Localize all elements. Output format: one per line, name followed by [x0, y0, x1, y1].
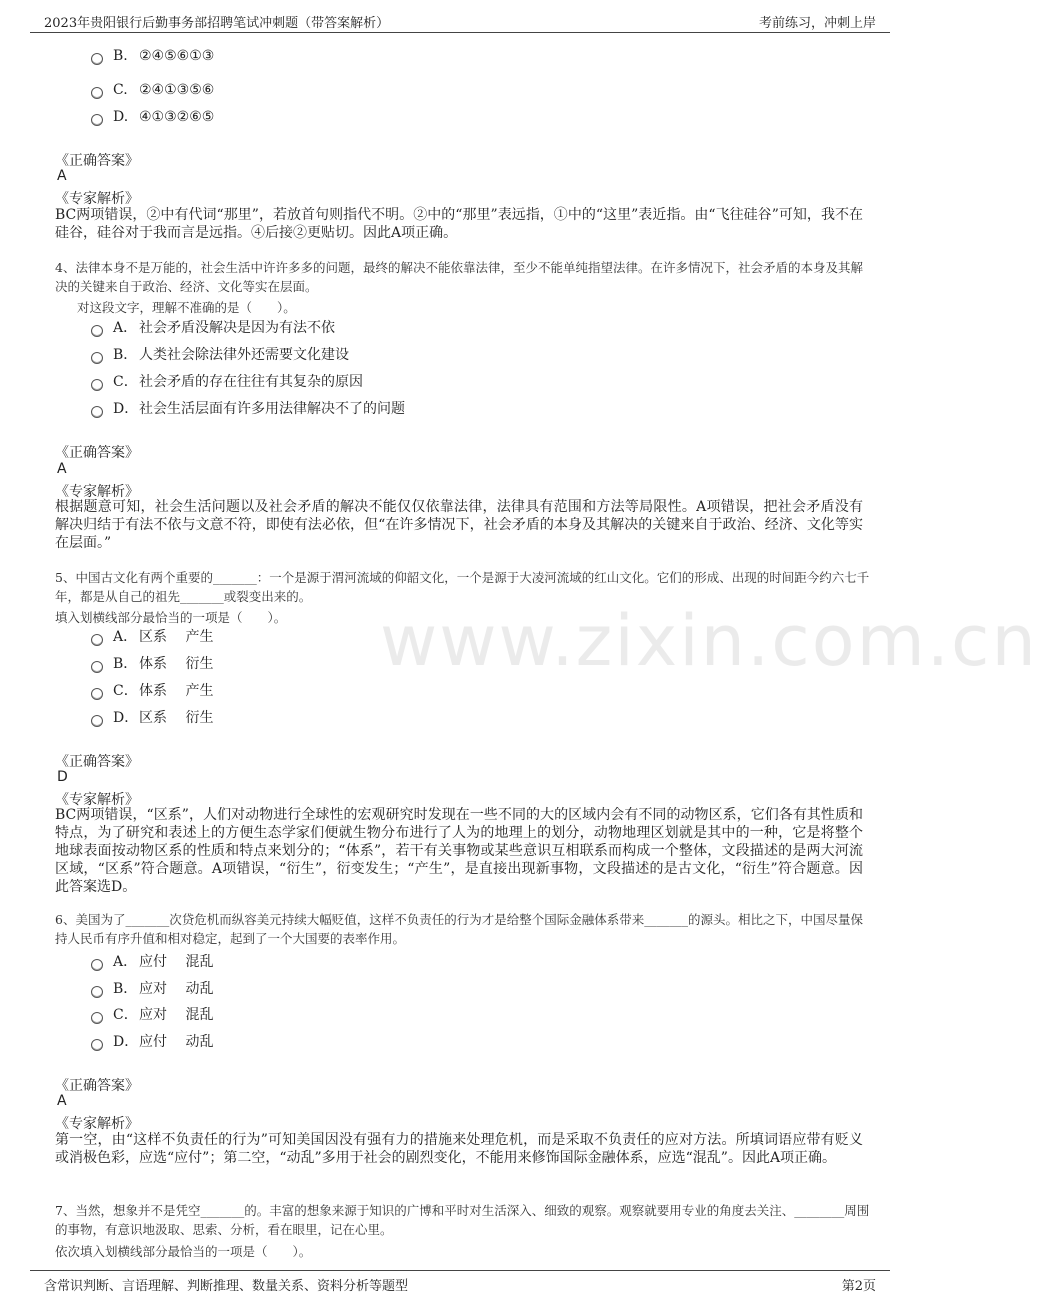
q4-answer: A — [57, 461, 67, 477]
footer-description: 含常识判断、言语理解、判断推理、数量关系、资料分析等题型 — [44, 1279, 409, 1294]
q6-answer: A — [57, 1093, 67, 1109]
q7-text: 7、当然，想象并不是凭空_______的。丰富的想象来源于知识的广博和平时对生活深入、细致的观察。观察就要用专业的角度去关注、________周围的事物，有意识地汲取、思索、分析，看在眼里，记在心里。 — [55, 1203, 870, 1237]
header-slogan: 考前练习，冲刺上岸 — [758, 16, 876, 31]
q6-option-c[interactable]: C．应对 混乱 — [91, 1005, 213, 1025]
q5-option-d[interactable]: D．区系 衍生 — [91, 708, 213, 728]
q5-answer: D — [57, 769, 68, 785]
radio-icon[interactable] — [91, 53, 103, 65]
q5-analysis-label: 《专家解析》 — [55, 792, 139, 808]
radio-icon[interactable] — [91, 352, 103, 364]
radio-icon[interactable] — [91, 114, 103, 126]
document-title: 2023年贵阳银行后勤事务部招聘笔试冲刺题（带答案解析） — [44, 16, 390, 31]
radio-icon[interactable] — [91, 379, 103, 391]
q5-text: 5、中国古文化有两个重要的_______：一个是源于渭河流域的仰韶文化，一个是源于大凌河流域的红山文化。它们的形成、出现的时间距今约六七千年，都是从自己的祖先_______或裂变出来的。 — [55, 570, 870, 604]
q5-option-a[interactable]: A． 区系 产生 — [91, 627, 213, 647]
q6-analysis-label: 《专家解析》 — [55, 1116, 139, 1132]
radio-icon[interactable] — [91, 986, 103, 998]
page-header — [30, 10, 890, 33]
q5-option-b[interactable]: B． 体系 衍生 — [91, 654, 213, 674]
q6-option-b[interactable]: B． 应对 动乱 — [91, 979, 213, 999]
q4-text: 4、法律本身不是万能的，社会生活中许许多多的问题，最终的解决不能依靠法律，至少不能单纯指望法律。在许多情况下，社会矛盾的本身及其解决的关键来自于政治、经济、文化等实在层面。 — [55, 260, 863, 294]
radio-icon[interactable] — [91, 661, 103, 673]
q3-analysis: BC两项错误，②中有代词“那里”，若放首句则指代不明。②中的“那里”表远指，①中的“这里”表近指。由“飞往硅谷”可知，我不在硅谷，硅谷对于我而言是远指。④后接②更贴切。因此A项正确。 — [55, 207, 863, 241]
q5-answer-label: 《正确答案》 — [55, 754, 139, 770]
q4-analysis-label: 《专家解析》 — [55, 484, 139, 500]
radio-icon[interactable] — [91, 634, 103, 646]
watermark: www.zixin.com.cn — [380, 600, 1038, 682]
q3-option-c[interactable]: C. ②④①③⑤⑥ — [91, 80, 214, 100]
q4-option-d[interactable]: D．社会生活层面有许多用法律解决不了的问题 — [91, 399, 405, 419]
radio-icon[interactable] — [91, 715, 103, 727]
q6-analysis: 第一空，由“这样不负责任的行为”可知美国因没有强有力的措施来处理危机，而是采取不负责任的应对方法。所填词语应带有贬义或消极色彩，应选“应付”；第二空，“动乱”多用于社会的剧烈变化，不能用来修饰国际金融体系，应选“混乱”。因此A项正确。 — [55, 1132, 863, 1166]
radio-icon[interactable] — [91, 688, 103, 700]
radio-icon[interactable] — [91, 406, 103, 418]
q4-option-b[interactable]: B． 人类社会除法律外还需要文化建设 — [91, 345, 349, 365]
q6-answer-label: 《正确答案》 — [55, 1078, 139, 1094]
q4-analysis: 根据题意可知，社会生活问题以及社会矛盾的解决不能仅仅依靠法律，法律具有范围和方法等局限性。A项错误，把社会矛盾没有解决归结于有法不依与文意不符，即使有法必依，但“在许多情况下，社会矛盾的本身及其解决的关键来自于政治、经济、文化等实在层面。” — [55, 499, 863, 551]
q5-option-c[interactable]: C．体系 产生 — [91, 681, 213, 701]
q4-option-a[interactable]: A． 社会矛盾没解决是因为有法不依 — [91, 318, 335, 338]
page-number: 第2页 — [841, 1279, 876, 1294]
radio-icon[interactable] — [91, 87, 103, 99]
q4-option-c[interactable]: C．社会矛盾的存在往往有其复杂的原因 — [91, 372, 363, 392]
q5-stem: 填入划横线部分最恰当的一项是（ ）。 — [55, 610, 287, 625]
radio-icon[interactable] — [91, 325, 103, 337]
q6-option-d[interactable]: D．应付 动乱 — [91, 1032, 213, 1052]
q5-analysis: BC两项错误，“区系”，人们对动物进行全球性的宏观研究时发现在一些不同的大的区域内会有不同的动物区系，它们各有其性质和特点，为了研究和表述上的方便生态学家们便就生物分布进行了人为的地理上的划分，动物地理区划就是其中的一种，它是将整个地球表面按动物区系的性质和特点来划分的；“体系”，若干有关事物或某些意识互相联系而构成一个整体，文段描述的是两大河流区域，“区系”符合题意。A项错误，“衍生”，衍变发生；“产生”，是直接出现新事物，文段描述的是古文化，“衍生”符合题意。因此答案选D。 — [55, 807, 863, 895]
q4-answer-label: 《正确答案》 — [55, 445, 139, 461]
q3-analysis-label: 《专家解析》 — [55, 191, 139, 207]
q4-stem: 对这段文字，理解不准确的是（ ）。 — [77, 300, 296, 315]
q3-option-d[interactable]: D. ④①③②⑥⑤ — [91, 107, 214, 127]
q7-stem: 依次填入划横线部分最恰当的一项是（ ）。 — [55, 1244, 312, 1259]
page-footer — [30, 1270, 890, 1295]
q3-answer: A — [57, 168, 67, 184]
q3-answer-label: 《正确答案》 — [55, 153, 139, 169]
radio-icon[interactable] — [91, 959, 103, 971]
q6-text: 6、美国为了_______次贷危机而纵容美元持续大幅贬值，这样不负责任的行为才是给整个国际金融体系带来_______的源头。相比之下，中国尽量保持人民币有序升值和相对稳定，起到了一个大国要的表率作用。 — [55, 912, 863, 946]
radio-icon[interactable] — [91, 1039, 103, 1051]
radio-icon[interactable] — [91, 1012, 103, 1024]
q3-option-b[interactable]: B. ②④⑤⑥①③ — [91, 46, 214, 66]
q6-option-a[interactable]: A． 应付 混乱 — [91, 952, 213, 972]
